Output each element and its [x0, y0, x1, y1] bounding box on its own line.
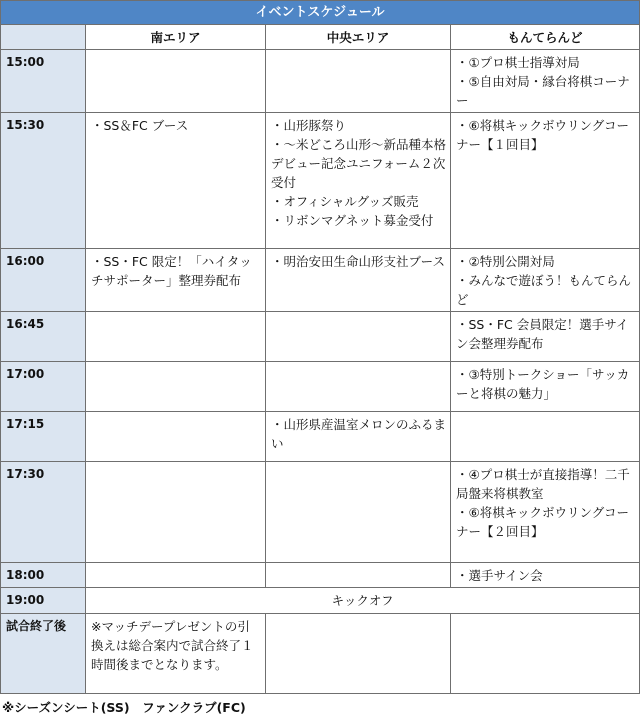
monteland-cell [451, 312, 640, 362]
time-cell: 試合終了後 [1, 614, 86, 694]
event-item: ・みんなで遊ぼう！もんてらんど [456, 273, 632, 307]
header-south-area: 南エリア [86, 25, 266, 50]
event-item: ・③特別トークショー「サッカーと将棋の魅力」 [456, 367, 630, 401]
kickoff-row [1, 588, 640, 614]
central-cell [266, 50, 451, 113]
table-row [1, 462, 640, 563]
south-cell [86, 113, 266, 249]
after-match-row [1, 614, 640, 694]
time-cell: 17:00 [1, 362, 86, 412]
header-central-area: 中央エリア [266, 25, 451, 50]
event-item: ・⑤自由対局・縁台将棋コーナー [456, 74, 630, 108]
event-item: ・SS・FC 限定！「ハイタッチサポーター」整理券配布 [91, 254, 252, 288]
central-cell [266, 312, 451, 362]
header-blank [1, 25, 86, 50]
south-cell [86, 462, 266, 563]
south-cell [86, 312, 266, 362]
table-row [1, 113, 640, 249]
monteland-cell [451, 50, 640, 113]
central-cell [266, 614, 451, 694]
event-item: ・選手サイン会 [456, 568, 543, 583]
south-cell [86, 50, 266, 113]
event-item: ・明治安田生命山形支社ブース [271, 254, 446, 269]
table-row [1, 50, 640, 113]
monteland-cell [451, 614, 640, 694]
monteland-cell [451, 362, 640, 412]
central-cell [266, 362, 451, 412]
event-item: ・山形豚祭り [271, 118, 347, 133]
south-cell [86, 412, 266, 462]
monteland-cell [451, 113, 640, 249]
central-cell [266, 462, 451, 563]
central-cell [266, 412, 451, 462]
event-item: ・①プロ棋士指導対局 [456, 55, 580, 70]
table-row [1, 412, 640, 462]
monteland-cell [451, 563, 640, 588]
south-cell [86, 362, 266, 412]
monteland-cell [451, 412, 640, 462]
monteland-cell [451, 462, 640, 563]
event-item: ・オフィシャルグッズ販売 [271, 194, 419, 209]
event-item: ・⑥将棋キックボウリングコーナー【１回目】 [456, 118, 629, 152]
time-cell: 16:00 [1, 249, 86, 312]
event-item: ・リボンマグネット募金受付 [271, 213, 434, 228]
central-cell [266, 563, 451, 588]
south-cell [86, 249, 266, 312]
header-monteland: もんてらんど [451, 25, 640, 50]
central-cell [266, 249, 451, 312]
event-item: ・SS＆FC ブース [91, 118, 189, 133]
schedule-title: イベントスケジュール [1, 1, 640, 25]
event-item: ・SS・FC 会員限定！選手サイン会整理券配布 [456, 317, 629, 351]
event-item: ・②特別公開対局 [456, 254, 555, 269]
time-cell: 19:00 [1, 588, 86, 614]
time-cell: 17:30 [1, 462, 86, 563]
event-item: ・山形県産温室メロンのふるまい [271, 417, 447, 451]
table-row [1, 563, 640, 588]
time-cell: 18:00 [1, 563, 86, 588]
south-cell [86, 563, 266, 588]
time-cell: 16:45 [1, 312, 86, 362]
monteland-cell [451, 249, 640, 312]
time-cell: 15:30 [1, 113, 86, 249]
time-cell: 17:15 [1, 412, 86, 462]
table-row [1, 249, 640, 312]
event-item: ・④プロ棋士が直接指導！二千局盤来将棋教室 [456, 467, 630, 501]
event-item: ・⑥将棋キックボウリングコーナー【２回目】 [456, 505, 629, 539]
footnote: ※シーズンシート(SS) ファンクラブ(FC) [2, 700, 246, 715]
table-row [1, 362, 640, 412]
table-row [1, 312, 640, 362]
kickoff-cell: キックオフ [86, 588, 640, 614]
south-cell: ※マッチデープレゼントの引換えは総合案内で試合終了１時間後までとなります。 [86, 614, 266, 694]
time-cell: 15:00 [1, 50, 86, 113]
event-item: ・～米どころ山形～新品種本格デビュー記念ユニフォーム２次受付 [271, 137, 447, 190]
central-cell [266, 113, 451, 249]
